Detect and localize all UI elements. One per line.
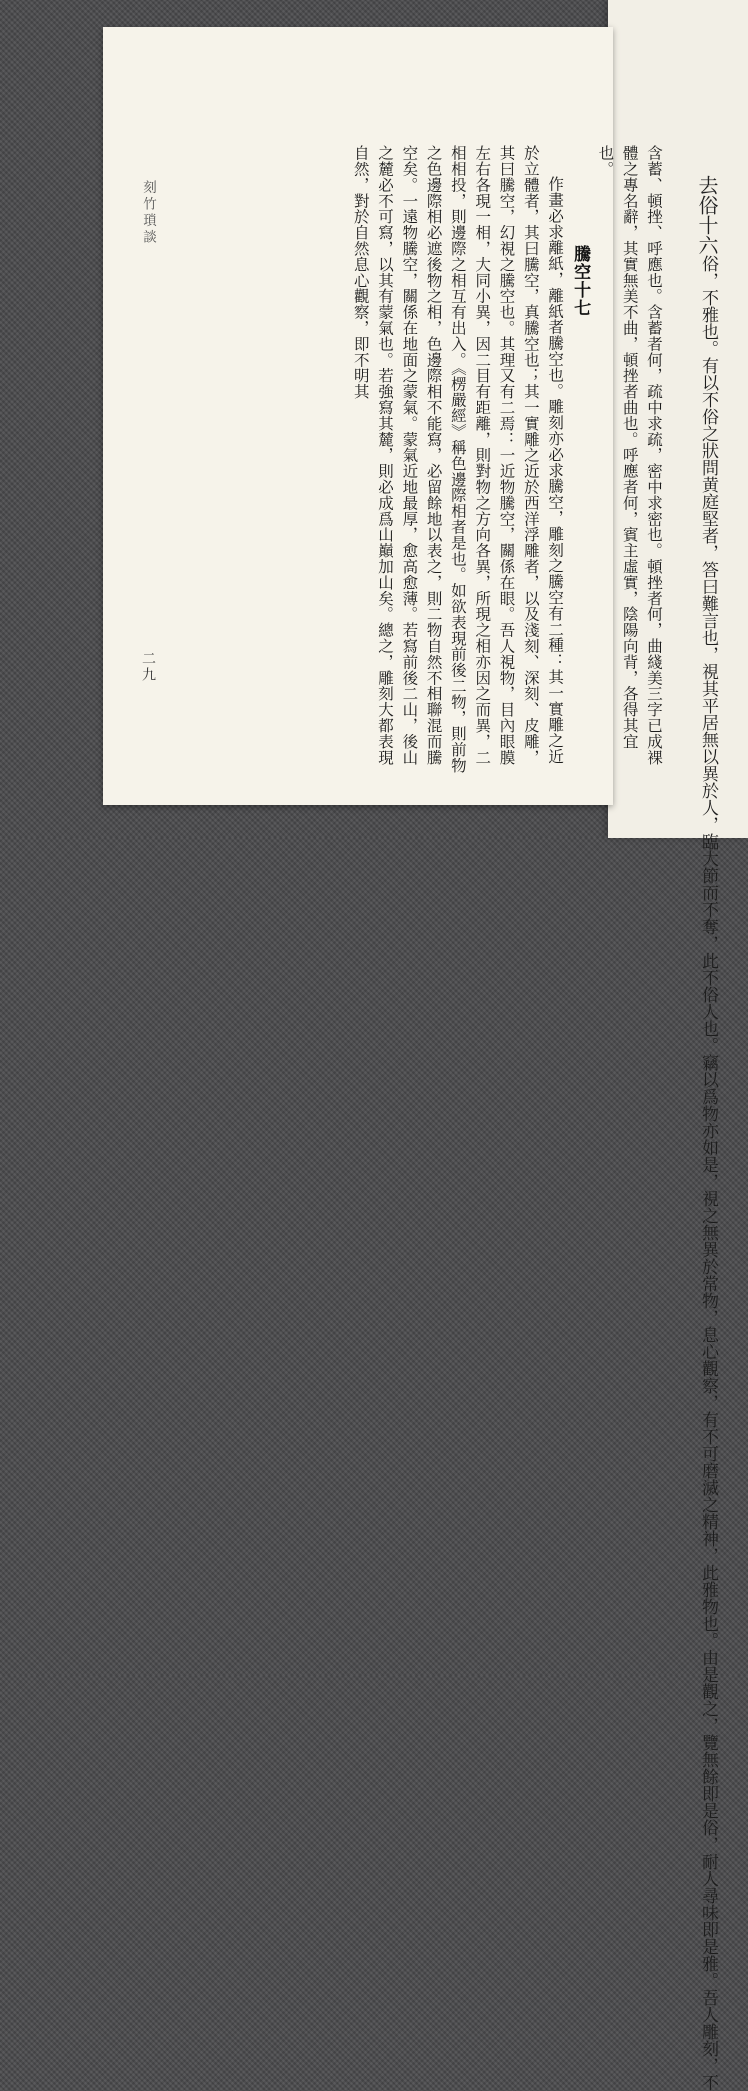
facing-line: 滅之精神，此雅物也。由是觀之，覽無餘即是俗，耐人尋味即是雅。吾人雕刻，不: [698, 1479, 718, 2091]
page-number: 二九: [140, 651, 156, 683]
running-head: 刻竹瑣談: [140, 180, 156, 246]
body-text: [246, 145, 666, 775]
section-paragraph: 作畫必求離紙，離紙者騰空也。雕刻亦必求騰空，雕刻之騰空有二種：其一實雕之近於立體者，其曰騰空，真騰空也；其一實雕之近於西洋浮雕者，以及淺刻、深刻、皮雕，其曰騰空，幻視之騰空也。其理又有二焉：一近物騰空，關係在眼。吾人視物，目內眼膜左右各現一相，大同小異，因二目有距離，則對物之方向各異，所現之相亦因之而異，二相相投，則邊際之相互有出入。《楞嚴經》稱色邊際相者是也。如欲表現前後二物，則前物之色邊際相必遮後物之相，色邊際相不能寫，必留餘地以表之，則二物自然不相聯混而騰空矣。一遠物騰空，關係在地面之蒙氣。蒙氣近地最厚，愈高愈薄。若寫前後二山，後山之麓必不可寫，以其有蒙氣也。若強寫其麓，則必成爲山巔加山矣。總之，雕刻大都表現自然，對於自然息心觀察，即不明其: [351, 145, 565, 774]
section-title: 騰空十七: [570, 245, 591, 317]
facing-section-title: 去俗十六: [695, 175, 719, 255]
facing-line: 大節而不奪，此不俗人也。竊以爲物亦如是，視之無異於常物，息心觀察，有不可磨: [698, 850, 718, 1479]
facing-page-text: [690, 65, 722, 2091]
facing-line: 俗，不雅也。有以不俗之狀問黄庭堅者，答曰難言也，視其平居無以異於人，臨: [698, 255, 718, 850]
continuation-paragraph: 含蓄、頓挫、呼應也。含蓄者何，疏中求疏，密中求密也。頓挫者何，曲綫美三字已成裸體之專名辭，其實無美不曲，頓挫者曲也。呼應者何，賓主虛實，陰陽向背，各得其宜也。: [596, 145, 663, 766]
